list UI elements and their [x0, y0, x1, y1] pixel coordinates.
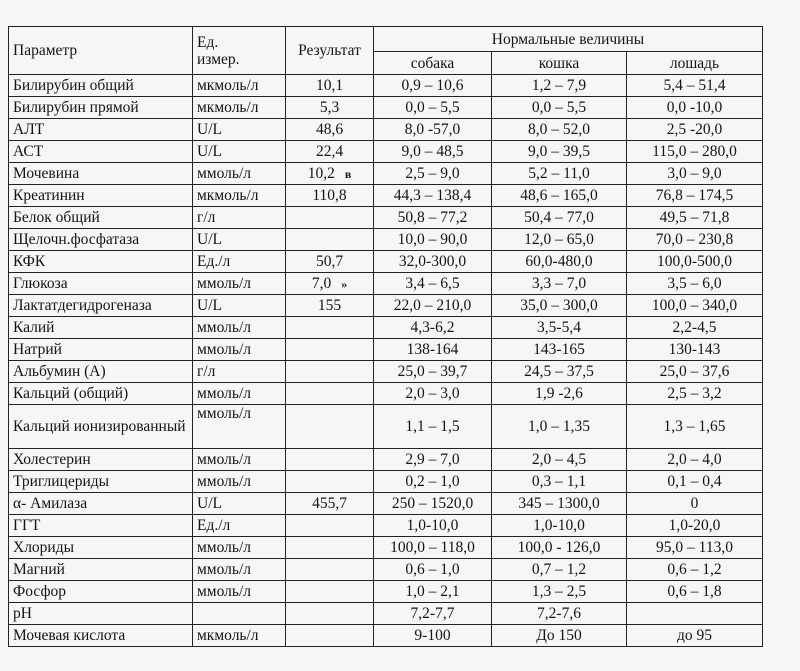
cell-unit: ммоль/л [193, 449, 286, 471]
header-row [9, 27, 763, 52]
table-row [9, 361, 763, 383]
cell-cat: 1,0-10,0 [492, 515, 627, 537]
header-param: Параметр [9, 27, 193, 75]
cell-result [286, 317, 374, 339]
cell-horse: 100,0-500,0 [627, 251, 763, 273]
cell-unit: Ед./л [193, 515, 286, 537]
header-horse: лошадь [627, 52, 763, 75]
cell-result [286, 185, 374, 207]
cell-horse: 130-143 [627, 339, 763, 361]
cell-param: pH [9, 603, 193, 625]
result-value: 10,2 [307, 164, 335, 182]
cell-dog: 8,0 -57,0 [374, 119, 492, 141]
cell-cat: 1,0 – 1,35 [492, 405, 627, 449]
table-row [9, 185, 763, 207]
cell-result [286, 251, 374, 273]
cell-horse: 49,5 – 71,8 [627, 207, 763, 229]
table-row [9, 295, 763, 317]
cell-dog: 3,4 – 6,5 [374, 273, 492, 295]
cell-result [286, 295, 374, 317]
cell-cat: 3,3 – 7,0 [492, 273, 627, 295]
cell-result [286, 97, 374, 119]
cell-result [286, 405, 374, 449]
cell-dog: 50,8 – 77,2 [374, 207, 492, 229]
cell-unit: ммоль/л [193, 317, 286, 339]
cell-unit: г/л [193, 207, 286, 229]
cell-param: Глюкоза [9, 273, 193, 295]
header-cat: кошка [492, 52, 627, 75]
cell-result [286, 75, 374, 97]
table-row [9, 317, 763, 339]
cell-horse: 95,0 – 113,0 [627, 537, 763, 559]
table-row [9, 163, 763, 185]
cell-cat: 12,0 – 65,0 [492, 229, 627, 251]
cell-dog: 9-100 [374, 625, 492, 647]
result-value: 110,8 [312, 187, 347, 204]
cell-horse: 0 [627, 493, 763, 515]
table-row [9, 493, 763, 515]
table-row [9, 603, 763, 625]
cell-dog: 2,9 – 7,0 [374, 449, 492, 471]
cell-cat: 143-165 [492, 339, 627, 361]
table-row [9, 75, 763, 97]
cell-unit: ммоль/л [193, 163, 286, 185]
cell-horse: 0,0 -10,0 [627, 97, 763, 119]
table-row [9, 141, 763, 163]
table-row [9, 559, 763, 581]
cell-dog: 10,0 – 90,0 [374, 229, 492, 251]
cell-result [286, 559, 374, 581]
header-unit-line2: измер. [197, 50, 240, 68]
cell-unit: мкмоль/л [193, 75, 286, 97]
cell-cat: 48,6 – 165,0 [492, 185, 627, 207]
cell-dog: 1,0-10,0 [374, 515, 492, 537]
cell-unit: U/L [193, 493, 286, 515]
table-row [9, 229, 763, 251]
cell-dog: 9,0 – 48,5 [374, 141, 492, 163]
cell-horse: 1,3 – 1,65 [627, 405, 763, 449]
result-value: 22,4 [315, 143, 344, 160]
cell-unit: ммоль/л [193, 471, 286, 493]
cell-result [286, 449, 374, 471]
cell-unit: ммоль/л [193, 581, 286, 603]
cell-horse: 1,0-20,0 [627, 515, 763, 537]
cell-param: Билирубин прямой [9, 97, 193, 119]
table-row [9, 273, 763, 295]
header-unit [193, 27, 286, 75]
cell-cat: 35,0 – 300,0 [492, 295, 627, 317]
cell-dog: 44,3 – 138,4 [374, 185, 492, 207]
cell-dog: 7,2-7,7 [374, 603, 492, 625]
cell-param: Лактатдегидрогеназа [9, 295, 193, 317]
cell-dog: 0,2 – 1,0 [374, 471, 492, 493]
cell-cat: 7,2-7,6 [492, 603, 627, 625]
cell-result [286, 603, 374, 625]
result-value: 10,1 [315, 77, 344, 94]
cell-param: Кальций (общий) [9, 383, 193, 405]
table-row [9, 97, 763, 119]
cell-result [286, 339, 374, 361]
cell-dog: 250 – 1520,0 [374, 493, 492, 515]
cell-param: Щелочн.фосфатаза [9, 229, 193, 251]
table-row [9, 515, 763, 537]
cell-result [286, 625, 374, 647]
cell-cat: 50,4 – 77,0 [492, 207, 627, 229]
cell-cat: 5,2 – 11,0 [492, 163, 627, 185]
cell-horse: 3,5 – 6,0 [627, 273, 763, 295]
cell-cat: 3,5-5,4 [492, 317, 627, 339]
cell-cat: 0,0 – 5,5 [492, 97, 627, 119]
cell-cat: 0,3 – 1,1 [492, 471, 627, 493]
cell-horse: 70,0 – 230,8 [627, 229, 763, 251]
cell-param: Хлориды [9, 537, 193, 559]
cell-unit: ммоль/л [193, 383, 286, 405]
table-row [9, 383, 763, 405]
cell-param: Альбумин (А) [9, 361, 193, 383]
cell-cat: 2,0 – 4,5 [492, 449, 627, 471]
table-row [9, 537, 763, 559]
cell-horse: 0,6 – 1,8 [627, 581, 763, 603]
cell-param: Мочевая кислота [9, 625, 193, 647]
cell-horse: 0,1 – 0,4 [627, 471, 763, 493]
result-value: 48,6 [315, 121, 344, 138]
cell-result [286, 383, 374, 405]
cell-dog: 2,5 – 9,0 [374, 163, 492, 185]
cell-dog: 1,1 – 1,5 [374, 405, 492, 449]
cell-result [286, 141, 374, 163]
cell-dog: 22,0 – 210,0 [374, 295, 492, 317]
result-value: 455,7 [312, 495, 347, 512]
cell-param: КФК [9, 251, 193, 273]
cell-param: АСТ [9, 141, 193, 163]
header-unit-line1: Ед. [197, 33, 219, 51]
cell-unit: U/L [193, 295, 286, 317]
cell-horse: 2,2-4,5 [627, 317, 763, 339]
cell-unit: U/L [193, 141, 286, 163]
cell-unit: г/л [193, 361, 286, 383]
cell-horse: 100,0 – 340,0 [627, 295, 763, 317]
cell-param: ГГТ [9, 515, 193, 537]
cell-param: Калий [9, 317, 193, 339]
result-value: 7,0 [311, 274, 332, 292]
cell-unit: U/L [193, 119, 286, 141]
table-row [9, 207, 763, 229]
cell-result [286, 515, 374, 537]
cell-param: Холестерин [9, 449, 193, 471]
cell-result [286, 163, 374, 185]
cell-result [286, 207, 374, 229]
cell-cat: 0,7 – 1,2 [492, 559, 627, 581]
cell-param: АЛТ [9, 119, 193, 141]
cell-dog: 0,6 – 1,0 [374, 559, 492, 581]
cell-param: Мочевина [9, 163, 193, 185]
cell-result [286, 493, 374, 515]
cell-horse: 5,4 – 51,4 [627, 75, 763, 97]
cell-dog: 100,0 – 118,0 [374, 537, 492, 559]
cell-cat: 9,0 – 39,5 [492, 141, 627, 163]
table-row [9, 471, 763, 493]
cell-unit: ммоль/л [193, 405, 286, 449]
cell-cat: 345 – 1300,0 [492, 493, 627, 515]
cell-result [286, 119, 374, 141]
table-row [9, 119, 763, 141]
cell-horse [627, 603, 763, 625]
table-row [9, 251, 763, 273]
result-value: 155 [317, 297, 342, 314]
cell-unit: мкмоль/л [193, 625, 286, 647]
cell-cat: 1,3 – 2,5 [492, 581, 627, 603]
cell-unit: мкмоль/л [193, 185, 286, 207]
table-row [9, 449, 763, 471]
handwritten-mark: » [341, 276, 348, 291]
cell-result [286, 581, 374, 603]
cell-param: Билирубин общий [9, 75, 193, 97]
cell-param: Белок общий [9, 207, 193, 229]
cell-dog: 0,9 – 10,6 [374, 75, 492, 97]
cell-horse: 2,0 – 4,0 [627, 449, 763, 471]
cell-horse: 0,6 – 1,2 [627, 559, 763, 581]
cell-horse: 2,5 -20,0 [627, 119, 763, 141]
cell-unit: мкмоль/л [193, 97, 286, 119]
cell-result [286, 273, 374, 295]
cell-dog: 25,0 – 39,7 [374, 361, 492, 383]
cell-cat: 100,0 - 126,0 [492, 537, 627, 559]
cell-dog: 1,0 – 2,1 [374, 581, 492, 603]
cell-horse: до 95 [627, 625, 763, 647]
cell-cat: До 150 [492, 625, 627, 647]
cell-result [286, 229, 374, 251]
cell-param: Кальций ионизированный [9, 405, 193, 449]
table-body [9, 75, 763, 647]
cell-horse: 2,5 – 3,2 [627, 383, 763, 405]
cell-dog: 2,0 – 3,0 [374, 383, 492, 405]
table-row [9, 581, 763, 603]
cell-unit: ммоль/л [193, 339, 286, 361]
cell-cat: 24,5 – 37,5 [492, 361, 627, 383]
cell-result [286, 537, 374, 559]
cell-horse: 115,0 – 280,0 [627, 141, 763, 163]
cell-param: Магний [9, 559, 193, 581]
cell-dog: 32,0-300,0 [374, 251, 492, 273]
cell-cat: 8,0 – 52,0 [492, 119, 627, 141]
cell-unit: U/L [193, 229, 286, 251]
table-row [9, 625, 763, 647]
cell-dog: 4,3-6,2 [374, 317, 492, 339]
cell-unit [193, 603, 286, 625]
cell-result [286, 361, 374, 383]
handwritten-mark: в [344, 166, 352, 181]
result-value: 50,7 [315, 253, 344, 270]
cell-unit: ммоль/л [193, 273, 286, 295]
header-dog: собака [374, 52, 492, 75]
cell-param: Фосфор [9, 581, 193, 603]
lab-reference-table [8, 26, 763, 647]
cell-param: α- Амилаза [9, 493, 193, 515]
header-normal-values: Нормальные величины [374, 27, 763, 52]
cell-param: Креатинин [9, 185, 193, 207]
cell-horse: 76,8 – 174,5 [627, 185, 763, 207]
header-result: Результат [286, 27, 374, 75]
cell-cat: 60,0-480,0 [492, 251, 627, 273]
cell-param: Натрий [9, 339, 193, 361]
cell-unit: ммоль/л [193, 559, 286, 581]
cell-dog: 138-164 [374, 339, 492, 361]
cell-result [286, 471, 374, 493]
cell-unit: ммоль/л [193, 537, 286, 559]
cell-cat: 1,9 -2,6 [492, 383, 627, 405]
table-row [9, 405, 763, 449]
cell-param: Триглицериды [9, 471, 193, 493]
cell-unit: Ед./л [193, 251, 286, 273]
cell-horse: 25,0 – 37,6 [627, 361, 763, 383]
cell-cat: 1,2 – 7,9 [492, 75, 627, 97]
cell-dog: 0,0 – 5,5 [374, 97, 492, 119]
table-row [9, 339, 763, 361]
cell-horse: 3,0 – 9,0 [627, 163, 763, 185]
result-value: 5,3 [319, 99, 340, 116]
